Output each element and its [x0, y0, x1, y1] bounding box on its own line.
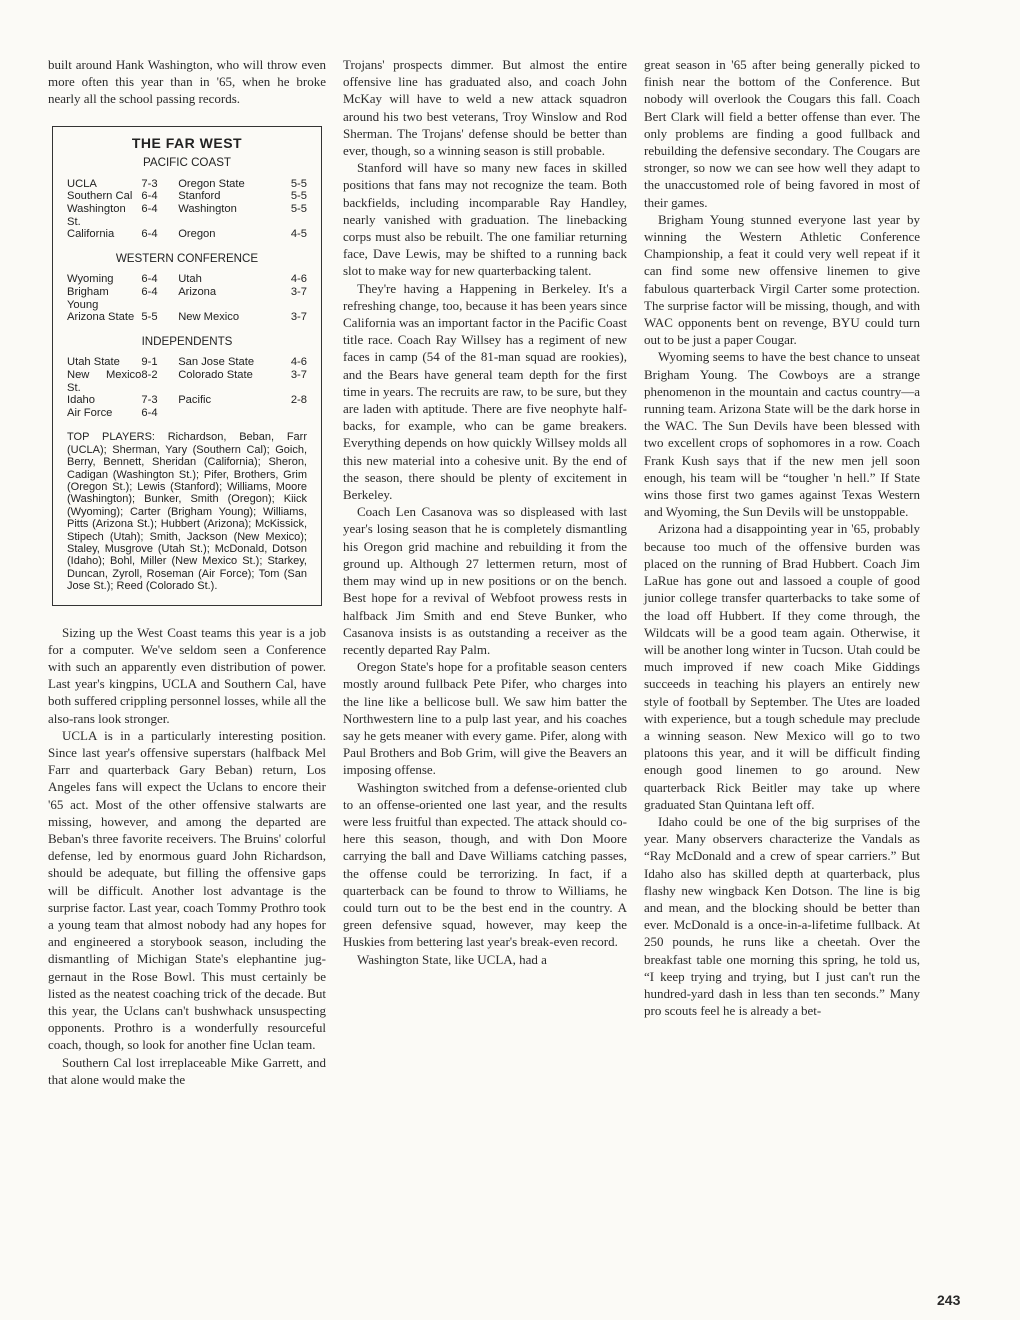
team-record: 6-4: [141, 406, 158, 419]
standings-row: [67, 356, 307, 369]
article-paragraph: They're having a Happening in Berkeley. It's a refreshing change, too, because it has been years since California was an important factor in the Pacific Coast title race. Coach Ray Willsey has a regiment of new faces in camp (54 of the 81-man squad are rookies), and the Bears have general team depth for the first time in years. The recruits are raw, to be sure, but they are laden with aptitude. There are five neophyte halfbacks, for example, who can be game breakers. Everything depends on how quickly Willsey molds all this new material into a cohesive unit. By the end of the season, there should be plenty of excitement in Berkeley.: [343, 280, 627, 503]
team-name: Oregon: [178, 228, 216, 241]
team-record: 6-4: [141, 190, 158, 203]
section-heading-independents: INDEPENDENTS: [141, 334, 233, 348]
article-paragraph: UCLA is in a particularly interesting position. Since last year's offensive superstars (halfback Mel Farr and quarterback Gary Beban) return, Los Angeles fans will expect the Uclans to encore their '65 act. Most of the other offensive stalwarts are missing, however, and among the departed are Beban's three favorite receivers. The Bruins' colorful defense, led by enormous guard John Richardson, should be adequate, but filling the offensive gaps will be difficult. Another lost advantage is the surprise factor. Last year, coach Tommy Prothro took a young team that almost nobody had any hopes for and engineered a storybook season, including the dismantling of Michigan State's elephantine juggernaut in the Rose Bowl. This must certainly be listed as the neatest coaching trick of the decade. But this year, the Uclans can't bushwhack unsuspecting opponents. Prothro is a wonderfully resourceful coach, though, so look for another fine Uclan team.: [48, 727, 326, 1053]
article-paragraph: Washington switched from a defense-oriented club to an offense-oriented one last year, and the results were less fruitful than expected. The attack should cohere this season, though, and with Don Moore carrying the ball and Dave Williams catching passes, the offense could be terrorizing. In fact, if a quarterback can be found to throw to Williams, he could turn out to be the best end in the country. A green defensive squad, however, may keep the Huskies from bettering last year's break-even record.: [343, 779, 627, 950]
section-heading-pacific-coast: PACIFIC COAST: [142, 156, 232, 170]
team-record: 6-4: [141, 202, 158, 215]
team-name: San Jose State: [178, 356, 255, 369]
team-record: 3-7: [290, 285, 307, 298]
team-name: Southern Cal: [67, 190, 133, 203]
team-name: Utah State: [67, 356, 120, 369]
article-paragraph: Washington State, like UCLA, had a: [357, 951, 547, 967]
column-2: [343, 56, 627, 968]
article-paragraph: Coach Len Casanova was so displeased with last year's losing season that he is completely dismantling his Oregon grid machine and rebuilding it from the ground up. Although 27 lettermen return, most of them may wind up in new positions or on the bench. Best hope for a revival of Webfoot prowess rests in halfback Jim Smith and end Steve Bunker, who Casanova insists is as outstanding a receiver as the recently departed Ray Palm.: [343, 504, 627, 657]
team-record: 6-4: [141, 273, 158, 286]
team-name: Colorado State: [178, 368, 253, 381]
article-paragraph: Brigham Young stunned everyone last year by winning the Western Athletic Conference Championship, a feat it could very well repeat if it can find some new offensive linemen to give fabulous quarterback Virgil Carter some protection. The surprise factor will be missing, though, and with WAC opponents bent on revenge, BYU could turn out to be just a paper Cougar.: [644, 211, 920, 348]
section-heading-western-conference: WESTERN CONFERENCE: [115, 251, 259, 265]
team-name: New Mexico St.: [67, 368, 142, 394]
team-record: 5-5: [290, 190, 307, 203]
team-record: 6-4: [141, 285, 158, 298]
far-west-standings-box: [52, 126, 322, 606]
standings-row: [67, 407, 307, 420]
team-name: Utah: [178, 273, 202, 286]
standings-row: [67, 228, 307, 241]
team-record: 8-2: [141, 368, 158, 381]
standings-row: [67, 286, 307, 311]
team-record: 4-6: [290, 356, 307, 369]
article-paragraph: Southern Cal lost irreplaceable Mike Garrett, and that alone would make the: [48, 1054, 326, 1087]
team-name: Arizona State: [67, 311, 135, 324]
page-number: 243: [937, 1292, 961, 1308]
team-name: Stanford: [178, 190, 221, 203]
team-record: 5-5: [290, 177, 307, 190]
team-name: Oregon State: [178, 177, 245, 190]
standings-row: [67, 190, 307, 203]
column-2-intro: Trojans' prospects dimmer. But almost the entire offensive line has graduated also, and coach John McKay will have to weld a new attack squadron around his two best veterans, Troy Winslow and Rod Sherman. The Trojans' defense should be better than ever, though, so a winning season is still probable.: [343, 57, 627, 159]
article-paragraph: Idaho could be one of the big surprises of the year. Many observers characterize the Vandals as “Ray McDonald and a crew of spear carriers.” But Idaho also has skilled depth at quarterback, plus flashy new wingback Ken Dotson. The line is big and mean, and the blocking should be better than ever. McDonald is a once-in-a-lifetime fullback. At 250 pounds, he runs like a cheetah. Over the breakfast table one morning this spring, he told us, “I keep trying and trying, but I just can't run the hundred-yard dash in less than ten seconds.” Many pro scouts feel he is already a bet-: [644, 813, 920, 1019]
team-record: 7-3: [141, 394, 158, 407]
article-paragraph: Stanford will have so many new faces in skilled positions that fans may not recognize the team. Both backfields, including incomparable Ray Handley, nearly vanished with graduation. The linebacking corps must also be rebuilt. The one familiar returning face, Dave Lewis, may be shifted to a running back slot to make way for new quarterbacking talent.: [343, 160, 627, 279]
standings-row: [67, 394, 307, 407]
standings-row: [67, 369, 307, 394]
team-name: Idaho: [67, 394, 95, 407]
standings-row: [67, 178, 307, 191]
team-record: 9-1: [141, 356, 158, 369]
team-record: 3-7: [290, 368, 307, 381]
standings-row: [67, 203, 307, 228]
team-name: New Mexico: [178, 311, 240, 324]
article-paragraph: Oregon State's hope for a profitable season centers mostly around fullback Pete Pifer, who charges into the line like a bellicose bull. We saw him batter the Northwestern line to a pulp last year, and his coaches say he gets meaner with every game. Pifer, along with Paul Brothers and Bob Grim, will give the Beavers an imposing offense.: [343, 659, 627, 778]
pacific-coast-standings: [67, 178, 307, 241]
team-record: 7-3: [141, 177, 158, 190]
team-record: 4-5: [290, 228, 307, 241]
team-name: Arizona: [178, 285, 217, 298]
team-name: Wyoming: [67, 273, 114, 286]
standings-row: [67, 273, 307, 286]
team-record: 4-6: [290, 273, 307, 286]
western-conference-standings: [67, 273, 307, 323]
independents-standings: [67, 356, 307, 419]
team-name: Air Force: [67, 406, 113, 419]
team-record: 3-7: [290, 311, 307, 324]
team-record: [273, 407, 307, 420]
top-players-list: TOP PLAYERS: Richardson, Beban, Farr (UCLA); Sherman, Yary (Southern Cal); Goich, Berry, Bennett, Sheridan (California); Sheron, Cadigan (Washington St.); Pifer, Brothers, Grim (Oregon St.); Lewis (Stanford); Williams, Moore (Washington); Bunker, Smith (Oregon); Kiick (Wyoming); Carter (Brigham Young); Williams, Pitts (Arizona St.); Hubbert (Arizona); McKissick, Stipech (Utah); Smith, Jackson (New Mexico); Staley, Musgrove (Utah St.); McDonald, Dotson (Idaho); Bohl, Miller (New Mexico St.); Starkey, Duncan, Zyroll, Roseman (Air Force); Tom (San Jose St.); Reed (Colorado St.).: [67, 431, 307, 593]
column-3: [644, 56, 920, 1019]
article-paragraph: Wyoming seems to have the best chance to unseat Brigham Young. The Cowboys are a strange phenomenon in the mountain and cactus country—a running team. Arizona State will be the dark horse in the WAC. The Sun Devils have been blessed with two excellent crops of sophomores in a row. Coach Frank Kush says that if the new men jell soon enough, his team will be “tougher 'n hell.” If State wins those first two games against Texas Western and Wyoming, the Sun Devils will be unstoppable.: [644, 349, 920, 520]
team-record: 5-5: [141, 311, 158, 324]
team-name: [170, 407, 273, 420]
team-name: California: [67, 228, 115, 241]
standings-title: THE FAR WEST: [131, 134, 243, 151]
article-paragraph: Arizona had a disappointing year in '65, probably because too much of the offensive burden was placed on the running of Brad Hubbert. Coach Jim LaRue has gone out and lassoed a couple of good junior college transfer quarterbacks to take some of the load off Hubbert. If they come through, the Wildcats will be a good team again. Otherwise, it will be another long winter in Tucson. Utah could be much improved if new coach Mike Giddings succeeds in teaching his players an entirely new style of football by September. The Utes are loaded with experience, but a tough schedule may preclude a winning season. New Mexico will go to two platoons this year, and it will be difficult finding enough good linemen to go around. New quarterback Rick Beitler may take up where graduated Stan Quintana left off.: [644, 521, 920, 812]
team-record: 2-8: [290, 394, 307, 407]
team-name: Pacific: [178, 394, 212, 407]
column-1: [48, 56, 326, 1088]
team-name: Washington: [178, 202, 237, 215]
team-name: Washington St.: [67, 202, 126, 228]
team-name: Brigham Young: [67, 285, 109, 311]
team-record: 6-4: [141, 228, 158, 241]
team-record: 5-5: [290, 202, 307, 215]
column-3-intro: great season in '65 after being generally picked to finish near the bottom of the Conference. But nobody will overlook the Cougars this fall. Coach Bert Clark will field a better offense than ever. The only problems are finding a good fullback and rebuilding the defensive secondary. The Cougars are stronger, so now we can see how well they adapt to the unaccustomed role of being favored in most of their games.: [644, 57, 920, 210]
team-name: UCLA: [67, 177, 97, 190]
column-1-intro: built around Hank Washington, who will throw even more often this year than in '65, when he broke nearly all the school passing records.: [48, 57, 326, 107]
standings-row: [67, 311, 307, 324]
article-paragraph: Sizing up the West Coast teams this year is a job for a computer. We've seldom seen a Conference with such an apparently even distribution of power. Last year's kingpins, UCLA and Southern Cal, have both suffered crippling personnel losses, while all the also-rans look stronger.: [48, 624, 326, 726]
